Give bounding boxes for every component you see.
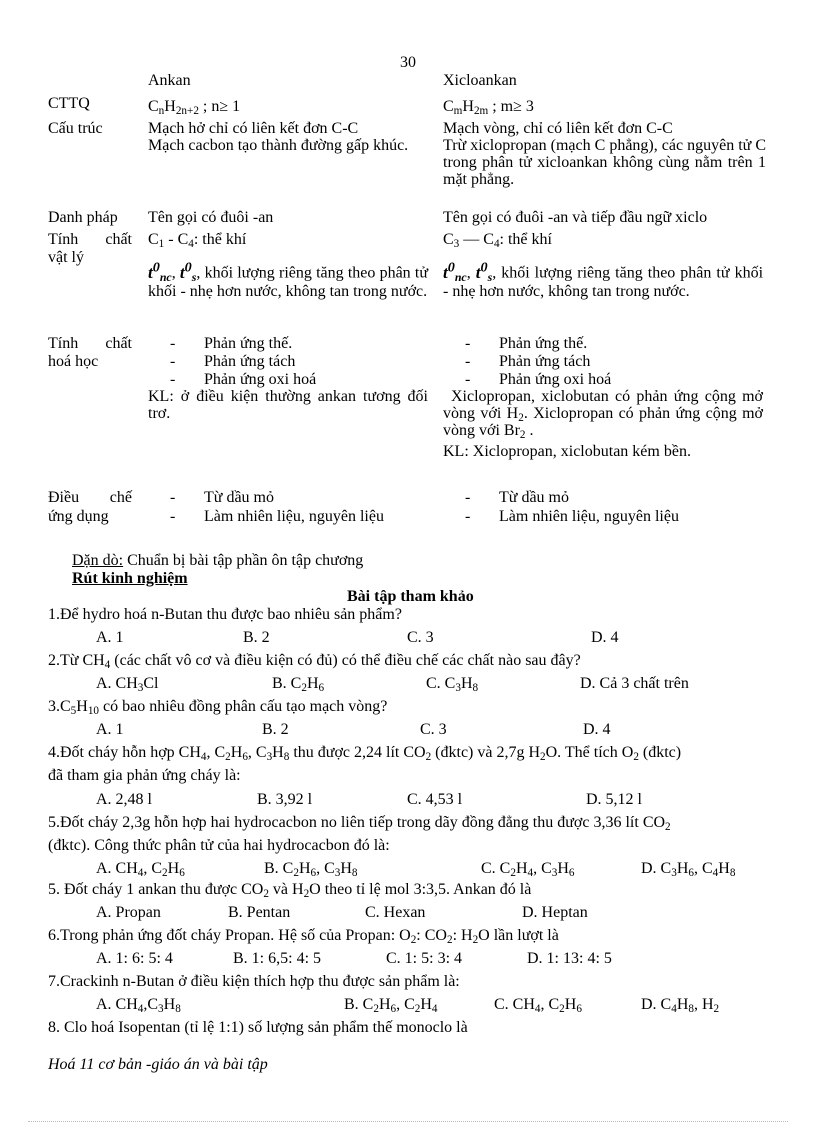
q2-option-c: C. $C_3H_8$: [426, 675, 479, 694]
q1-option-a: A. 1: [96, 629, 124, 646]
hoa-hoc-ankan-item-1: - Phản ứng thế.: [170, 335, 293, 352]
question-2: 2.Từ $CH_4$ (các chất vô cơ và điều kiện có đủ) có thể điều chế các chất nào sau đây?: [48, 652, 581, 671]
row-label-tinh-chat-vat-ly-2: vật lý: [48, 249, 84, 266]
q6-option-c: C. 1: 5: 3: 4: [386, 950, 463, 967]
dieu-che-ankan-item-1: - Từ dầu mỏ: [170, 489, 274, 506]
question-8: 8. Clo hoá Isopentan (tỉ lệ 1:1) số lượng sản phẩm thế monoclo là: [48, 1019, 468, 1036]
column-header-ankan: Ankan: [148, 72, 191, 89]
hoa-hoc-xiclo-item-2: - Phản ứng tách: [465, 353, 591, 370]
hoa-hoc-ankan-item-3: - Phản ứng oxi hoá: [170, 371, 317, 388]
danh-phap-ankan: Tên gọi có đuôi -an: [148, 209, 274, 226]
q5b-option-b: B. Pentan: [228, 904, 291, 921]
question-5-line2: (đktc). Công thức phân tử của hai hydrocacbon đó là:: [48, 837, 390, 854]
q7-option-c: C. $CH_4$, $C_2H_6$: [494, 996, 582, 1015]
q7-option-d: D. $C_4H_8$, $H_2$: [641, 996, 720, 1015]
question-5-line1: 5.Đốt cháy 2,3g hỗn hợp hai hydrocacbon no liên tiếp trong dãy đồng đẳng thu được 3,36 lít $CO_2$: [48, 814, 671, 833]
vat-ly-xicloankan-line2: $t^0_{nc}$, $t^0_s$, khối lượng riêng tăng theo phân tử khối - nhẹ hơn nước, không tan trong nước.: [443, 259, 764, 300]
q2-option-d: D. Cả 3 chất trên: [580, 675, 689, 692]
q4-option-b: B. 3,92 l: [257, 791, 313, 808]
question-3: $3.C_5H_{10}$ có bao nhiêu đồng phân cấu tạo mạch vòng?: [48, 698, 388, 717]
q7-option-a: A. $CH_4,C_3H_8$: [96, 996, 181, 1015]
cau-truc-xicloankan-line2: Trừ xiclopropan (mạch C phẳng), các nguyên tử C trong phân tử xicloankan không cùng nằm trên 1 mặt phẳng.: [443, 137, 766, 188]
q7-option-b: B. $C_2H_6$, $C_2H_4$: [344, 996, 438, 1015]
row-label-tinh-chat-vat-ly-1: Tính chất: [48, 231, 132, 248]
q1-option-d: D. 4: [591, 629, 619, 646]
q5-option-c: C. $C_2H_4$, $C_3H_6$: [481, 860, 575, 879]
question-7: 7.Crackinh n-Butan ở điều kiện thích hợp thu được sản phẩm là:: [48, 973, 460, 990]
row-label-dieu-che-2: ứng dụng: [48, 508, 109, 525]
q3-option-c: C. 3: [420, 721, 447, 738]
vat-ly-xicloankan-line1: $C_3$ — $C_4$: thể khí: [443, 231, 552, 250]
row-label-dieu-che-1: Điều chế: [48, 489, 132, 506]
t-s-symbol: $t^0_s$: [179, 259, 197, 284]
rut-kinh-nghiem: Rút kinh nghiệm: [72, 570, 188, 587]
question-1: 1.Để hydro hoá n-Butan thu được bao nhiêu sản phẩm?: [48, 606, 402, 623]
dieu-che-ankan-item-2: - Làm nhiên liệu, nguyên liệu: [170, 508, 384, 525]
vat-ly-ankan-line1: $C_1 - C_4$: thể khí: [148, 231, 247, 250]
t-nc-symbol: $t^0_{nc}$: [443, 259, 467, 284]
question-4-line2: đã tham gia phản ứng cháy là:: [48, 767, 241, 784]
q2-option-b: B. $C_2H_6$: [272, 675, 325, 694]
q5b-option-a: A. Propan: [96, 904, 161, 921]
question-4-line1: 4.Đốt cháy hỗn hợp $CH_4$, $C_2H_6$, $C_3H_8$ thu được 2,24 lít $CO_2$ (đktc) và 2,7g $H_2O$. Thể tích $O_2$ (đktc): [48, 744, 682, 763]
cau-truc-ankan-line1: Mạch hở chỉ có liên kết đơn C-C: [148, 120, 359, 137]
q4-option-d: D. 5,12 l: [586, 791, 642, 808]
dieu-che-xiclo-item-2: - Làm nhiên liệu, nguyên liệu: [465, 508, 679, 525]
dan-do: Dặn dò: Chuẩn bị bài tập phần ôn tập chương: [72, 552, 364, 569]
danh-phap-xicloankan: Tên gọi có đuôi -an và tiếp đầu ngữ xiclo: [443, 209, 708, 226]
q6-option-b: B. 1: 6,5: 4: 5: [233, 950, 322, 967]
q3-option-b: B. 2: [262, 721, 289, 738]
t-nc-symbol: $t^0_{nc}$: [148, 259, 172, 284]
row-label-hoa-hoc-2: hoá học: [48, 353, 99, 370]
hoa-hoc-xiclo-item-1: - Phản ứng thế.: [465, 335, 588, 352]
q5b-option-c: C. Hexan: [365, 904, 426, 921]
q6-option-d: D. 1: 13: 4: 5: [527, 950, 612, 967]
q3-option-a: A. 1: [96, 721, 124, 738]
hoa-hoc-ankan-item-2: - Phản ứng tách: [170, 353, 296, 370]
q5-option-d: D. $C_3H_6$, $C_4H_8$: [641, 860, 736, 879]
q6-option-a: A. 1: 6: 5: 4: [96, 950, 173, 967]
cttq-ankan: $C_nH_{2n+2}$ ; n≥ 1: [148, 98, 241, 117]
footer-divider: [28, 1121, 788, 1122]
q5-option-b: B. $C_2H_6$, $C_3H_8$: [264, 860, 358, 879]
q5-option-a: A. $CH_4$, $C_2H_6$: [96, 860, 185, 879]
hoa-hoc-xiclo-item-3: - Phản ứng oxi hoá: [465, 371, 612, 388]
t-s-symbol: $t^0_s$: [475, 259, 493, 284]
hoa-hoc-xiclo-note: Xiclopropan, xiclobutan có phản ứng cộng mở vòng với $H_2$. Xiclopropan có phản ứng cộng mở vòng với $Br_2$ .: [443, 388, 763, 441]
hoa-hoc-ankan-kl: KL: ở điều kiện thường ankan tương đối trơ.: [148, 388, 428, 422]
q1-option-b: B. 2: [243, 629, 270, 646]
question-6: 6.Trong phản ứng đốt cháy Propan. Hệ số của Propan: $O_2$: $CO_2$: $H_2O$ lần lượt là: [48, 927, 559, 946]
row-label-hoa-hoc-1: Tính chất: [48, 335, 132, 352]
question-5b: 5. Đốt cháy 1 ankan thu được $CO_2$ và $H_2O$ theo tỉ lệ mol 3:3,5. Ankan đó là: [48, 881, 532, 900]
hoa-hoc-xiclo-kl: KL: Xiclopropan, xiclobutan kém bền.: [443, 443, 691, 460]
q1-option-c: C. 3: [407, 629, 434, 646]
cttq-xicloankan: $C_mH_{2m}$ ; m≥ 3: [443, 98, 534, 117]
q2-option-a: A. $CH_3Cl$: [96, 675, 159, 694]
q5b-option-d: D. Heptan: [522, 904, 588, 921]
footer-text: Hoá 11 cơ bản -giáo án và bài tập: [48, 1056, 268, 1073]
row-label-cttq: CTTQ: [48, 95, 90, 112]
vat-ly-ankan-line2: $t^0_{nc}$, $t^0_s$, khối lượng riêng tăng theo phân tử khối - nhẹ hơn nước, không tan trong nước.: [148, 259, 428, 300]
q4-option-a: A. 2,48 l: [96, 791, 152, 808]
q4-option-c: C. 4,53 l: [407, 791, 463, 808]
section-title: Bài tập tham khảo: [347, 588, 474, 605]
column-header-xicloankan: Xicloankan: [443, 72, 517, 89]
dieu-che-xiclo-item-1: - Từ dầu mỏ: [465, 489, 569, 506]
page-number: 30: [400, 54, 416, 71]
cau-truc-ankan-line2: Mạch cacbon tạo thành đường gấp khúc.: [148, 137, 409, 154]
q3-option-d: D. 4: [583, 721, 611, 738]
row-label-cau-truc: Cấu trúc: [48, 120, 103, 137]
cau-truc-xicloankan-line1: Mạch vòng, chỉ có liên kết đơn C-C: [443, 120, 673, 137]
row-label-danh-phap: Danh pháp: [48, 209, 118, 226]
